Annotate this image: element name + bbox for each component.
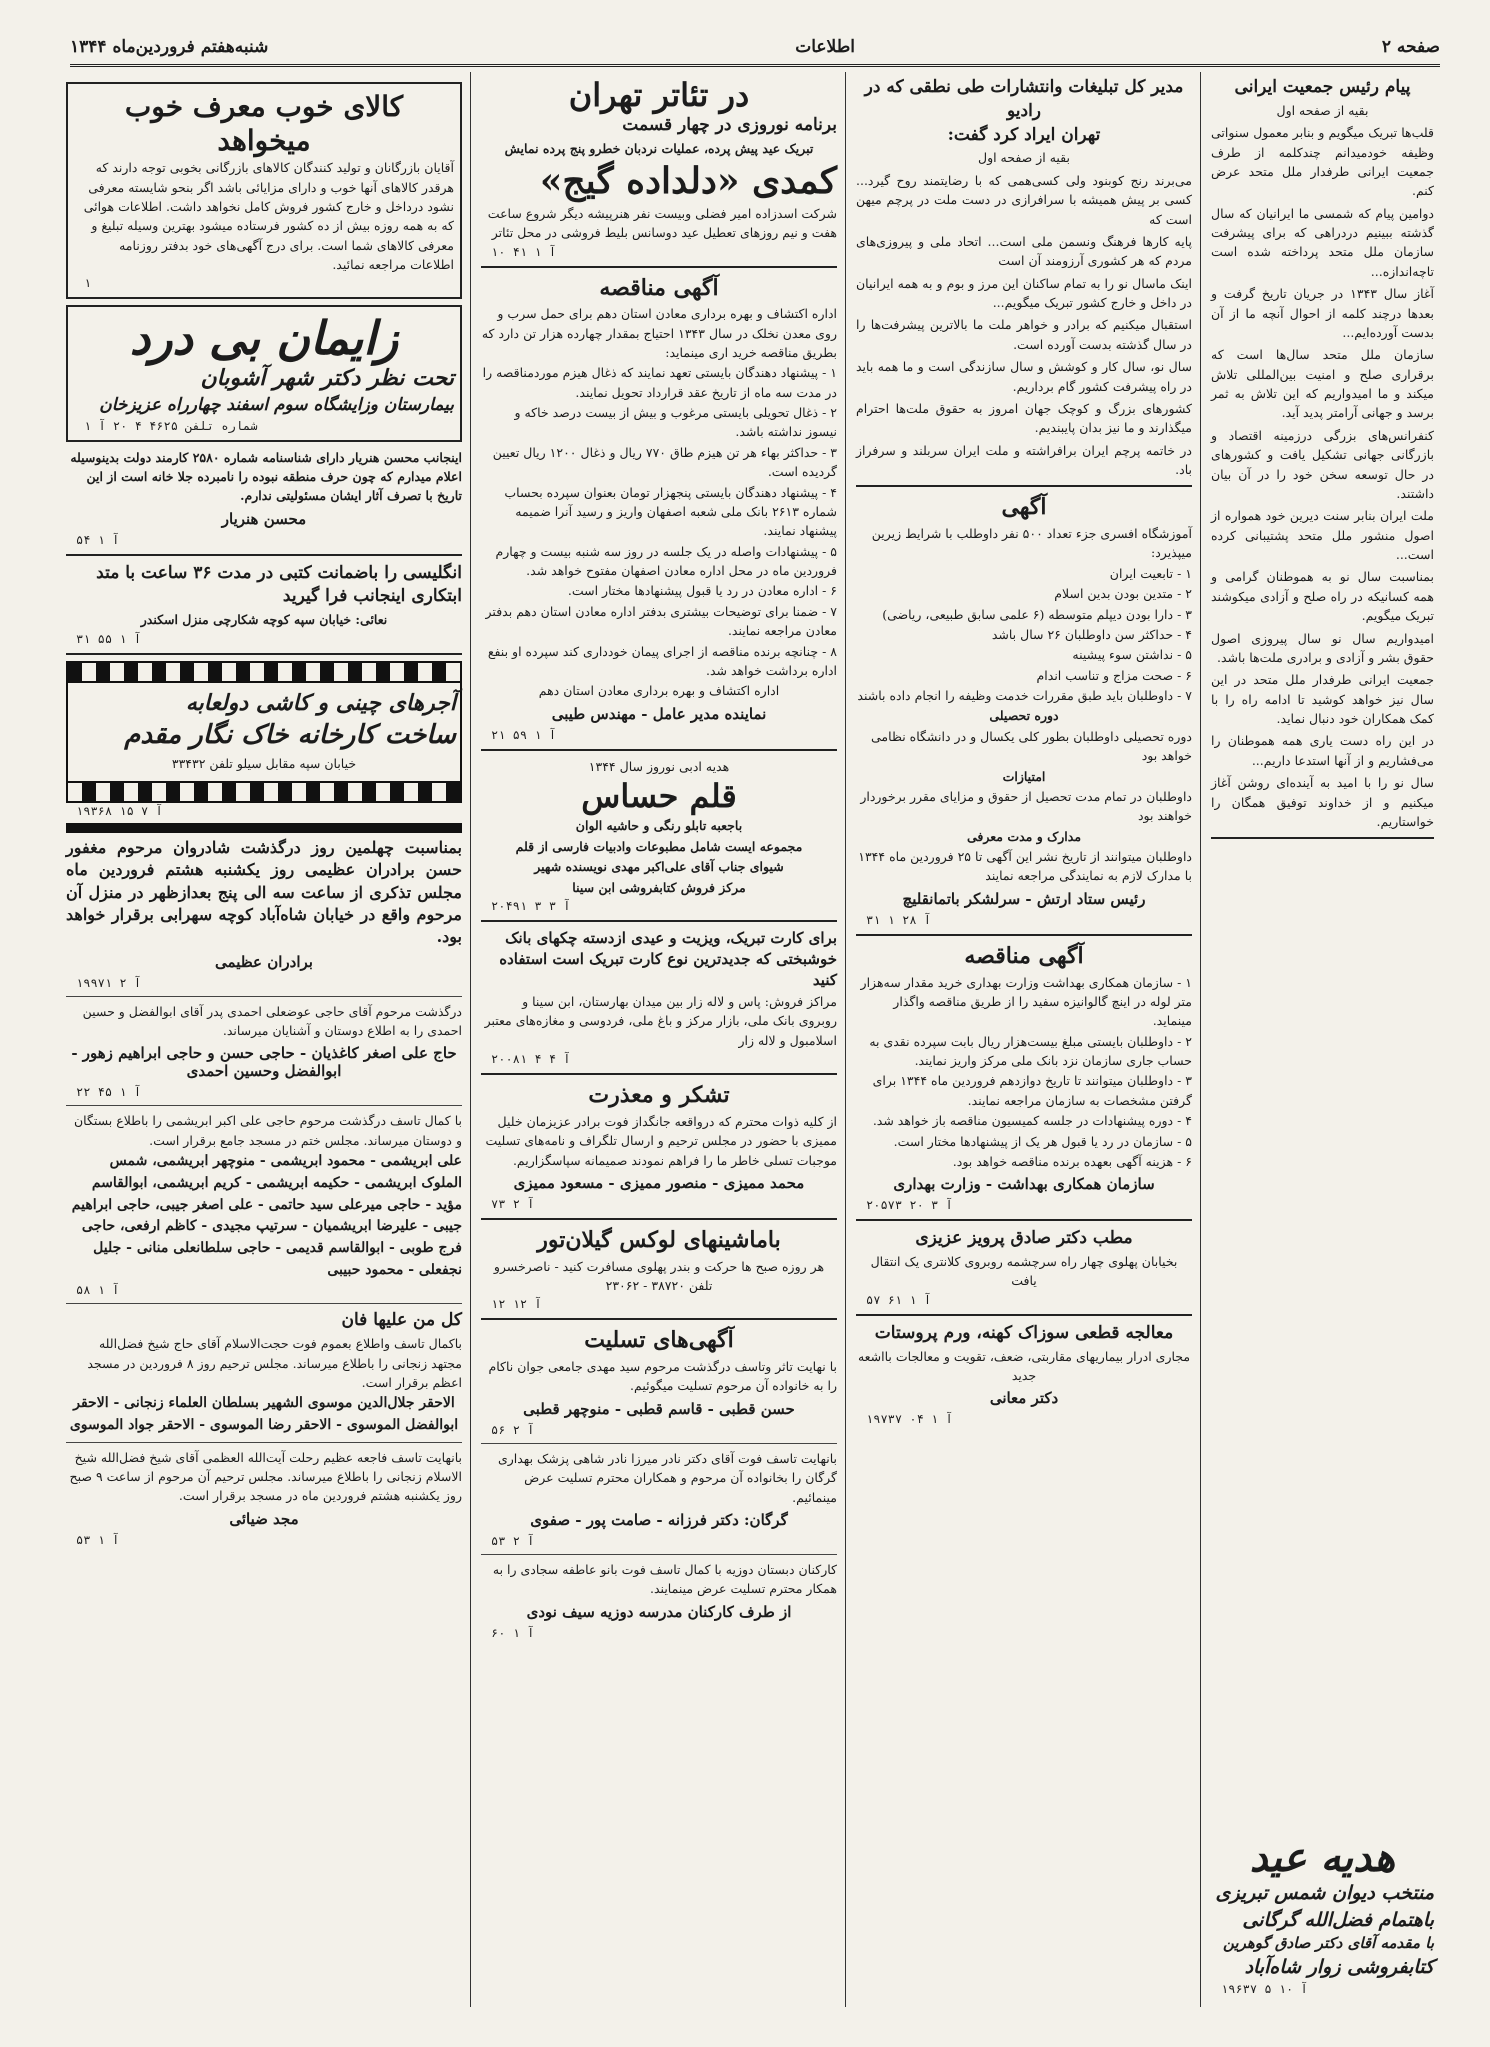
ad-code: ۱۲ آ ۱۲ [491,1297,542,1312]
divider [66,1303,462,1304]
ad-code: ۷۳ آ ۲ [491,1196,535,1211]
ad-code: ۱۹۷۳۷ آ ۱ ۰۴ [866,1412,953,1427]
article-paragraph: پایه کارها فرهنگ ونسمن ملی است... اتحاد ملی و پیروزی‌های مردم که هر کشوری آرزومند آن است [856,233,1192,269]
ad-title: قلم حساس [581,777,737,816]
divider [481,1218,837,1220]
divider [481,749,837,751]
ad-title: باماشینهای لوکس گیلان‌تور [537,1226,781,1253]
ad-line: نعائی: خیابان سپه کوچه شکارچی منزل اسکندر [140,612,388,628]
article-paragraph: امیدواریم سال نو سال پیروزی اصول حقوق بشر و آزادی و برادری ملت‌ها باشد. [1211,630,1434,665]
ad-line: خیابان سپه مقابل سیلو تلفن ۳۳۴۳۲ [171,756,357,772]
checker-border [66,661,462,683]
article-paragraph: ملت ایران بنابر سنت دیرین خود همواره از اصول منشور ملل متحد پشتیبانی کرده است... [1211,508,1434,563]
ad-pretitle: هدیه ادبی نوروز سال ۱۳۴۴ [588,758,730,774]
ad-line: ۶ - هزینه آگهی بعهده برنده مناقصه خواهد بود. [952,1153,1192,1169]
divider [856,934,1192,936]
article-title-line2: تهران ایراد کرد گفت: [947,124,1101,145]
ad-line: باهتمام فضل‌الله گرگانی [1242,1908,1434,1931]
ad-code: ۱۰ ۴۱ آ ۱ [491,244,557,259]
ad-line: مجموعه ایست شامل مطبوعات وادبیات فارسی از قلم [515,838,803,854]
ad-line: ۵ - نداشتن سوء پیشینه [1072,647,1192,663]
ad-title: زایمان بی درد [129,311,399,366]
divider [856,1314,1192,1316]
ad-code: شماره تلفن ۴۶۲۵ ۴ ۲۰ آ ۱ [84,418,258,433]
article-paragraph: سال نو را با امید به آینده‌ای روشن آغاز میکنیم و از خداوند توفیق همگان را خواستاریم. [1211,775,1434,829]
death-notice-text: باکمال تاسف واطلاع بعموم فوت حجت‌الاسلام آقای حاج شیخ فضل‌الله مجتهد زنجانی را باطلاع میرساند. مجلس ترحیم روز ۸ فروردین در مسجد اعظم برقرار است. [87,1336,462,1390]
divider [481,266,837,268]
divider [481,1318,837,1320]
ad-code: ۱۹۳۶۸ آ ۷ ۱۵ [76,803,163,818]
column-president-message [1205,72,1440,2007]
death-notice-text: بانهایت تاسف فاجعه عظیم رحلت آیت‌الله العظمی آقای شیخ فضل‌الله شیخ الاسلام زنجانی را باطلاع میرساند. مجلس ترحیم آن مرحوم از ساعت ۹ صبح روز یکشنبه هشتم فروردین ماه در مسجد برقرار است. [69,1449,462,1504]
ad-code: ۳۱ ۱ آ ۲۸ [866,912,932,927]
ad-line: داوطلبان در تمام مدت تحصیل از حقوق و مزایای مقرر برخوردار خواهند بود [860,788,1192,824]
ad-line: مجاری ادرار بیماریهای مقاربتی، ضعف، تقویت و معالجات بااشعه جدید [857,1348,1191,1383]
divider [481,1554,837,1555]
ad-title: هدیه عید [1249,1834,1396,1882]
column-rule [845,72,846,2007]
ad-code: ۶۰ آ ۱ [491,1625,535,1640]
article-paragraph: کشورهای بزرگ و کوچک جهان امروز به حقوق ملت‌ها احترام میگذارند و ما نیز بدان پایبندیم. [856,400,1192,436]
masthead [70,30,1440,67]
divider [1211,837,1434,839]
ad-line: ۷ - ضمنا برای توضیحات بیشتری بدفتر اداره معادن استان دهم بدفتر معادن مراجعه نمایند. [485,603,837,639]
ad-line: ۱ - تابعیت ایران [1109,565,1192,581]
ad-subtitle: ساخت کارخانه خاک نگار مقدم [124,720,456,751]
ad-title: در تئاتر تهران [568,76,750,114]
ad-signature: سازمان همکاری بهداشت - وزارت بهداری [893,1175,1155,1194]
ad-subheading: مدارک و مدت معرفی [966,828,1082,844]
ad-code: ۵۸ آ ۱ [76,1283,120,1298]
ad-line: ۱ - سازمان همکاری بهداشت وزارت بهداری خرید مقدار سه‌هزار متر لوله در اینچ گالوانیزه سفید را از طریق مناقصه واگذار مینماید. [860,974,1192,1029]
article-title: پیام رئیس جمعیت ایرانی [1234,77,1411,97]
ad-line: با نهایت تاثر وتاسف درگذشت مرحوم سید مهدی جامعی جوان ناکام را به خانواده آن مرحوم تسلیت میگوئیم. [488,1359,837,1394]
ad-subheading: امتیازات [1002,768,1046,784]
ad-line: با مقدمه آقای دکتر صادق گوهرین [1223,1934,1434,1953]
ad-line: ۳ - داوطلبان میتوانند تا تاریخ دوازدهم فروردین ماه ۱۳۴۴ برای گرفتن مشخصات به سازمان مراجعه نمایند. [872,1073,1192,1108]
divider [481,1443,837,1444]
ad-code: ۱۹۶۳۷ آ ۱۰ ۵ [1221,1982,1308,1996]
checker-border [66,781,462,803]
ad-line: هر روزه صبح ها حرکت و بندر پهلوی مسافرت کنید - ناصرخسرو تلفن ۳۸۷۲۰ - ۲۳۰۶۲ [493,1258,825,1293]
ad-subtitle: تحت نظر دکتر شهر آشوبان [200,365,454,392]
article-title: مدیر کل تبلیغات وانتشارات طی نطقی که در رادیو [864,77,1184,121]
ad-box [66,305,462,441]
ad-subtitle: خوشبختی که جدیدترین نوع کارت تبریک است استفاده کنید [499,949,837,989]
continued-note: بقیه از صفحه اول [977,150,1070,166]
ad-line: آقایان بازرگانان و تولید کنندگان کالاهای بازرگانی بخوبی توجه دارند که هرقدر کالاهای آنها خوب و دارای مزایائی باشد اگر بنحو شایسته معرفی نشود درداخل و خارج کشور فروش کامل نخواهد داشت. اطلاعات هوائی که به همه روزه بیش از ده کشور فرستاده میشود بهترین وسیله تبلیغ و معرفی کالاهای شما است. برای درج آگهی‌های خود بدفتر روزنامه اطلاعات مراجعه نمائید. [83,160,454,273]
show-title: کمدی «دلداده گیج» [539,159,837,202]
column-rule [470,72,471,2007]
column-rule [1200,72,1201,2007]
ad-code: ۱ [84,276,92,291]
ad-code: ۵۴ آ ۱ [76,532,120,547]
ad-signature: محمد ممیزی - منصور ممیزی - مسعود ممیزی [513,1173,805,1192]
ad-line: ۱ - پیشنهاد دهندگان بایستی تعهد نمایند که ذغال هیزم موردمناقصه را در مدت سه ماه از تاریخ عقد قرارداد تحویل نمایند. [482,365,837,400]
ad-title: کالای خوب معرف خوب میخواهد [124,90,404,157]
ad-line: کارکنان دبستان دوزیه با کمال تاسف فوت بانو عاطفه سجادی را به همکار محترم تسلیت عرض مینمایند. [492,1561,837,1597]
ad-line: تبریک عید پیش پرده، عملیات نردبان خطرو پنج پرده نمایش [504,141,814,157]
ad-title: آگهی مناقصه [599,274,719,301]
ad-title: معالجه قطعی سوزاک کهنه، ورم پروستات [874,1322,1174,1343]
death-notice-text: درگذشت مرحوم آقای حاجی عوضعلی احمدی پدر آقای ابوالفضل و حسین احمدی را به اطلاع دوستان و آشنایان میرساند. [82,1003,462,1039]
ad-subtitle: برنامه نوروزی در چهار قسمت [622,115,837,136]
ad-signature: از طرف کارکنان مدرسه دوزیه سیف نودی [526,1602,792,1621]
death-notice-signature: الاحقر جلال‌الدین موسوی الشهیر بسلطان العلماء زنجانی - الاحقر ابوالفضل الموسوی - الاحقر رضا الموسوی - الاحقر جواد الموسوی [69,1395,459,1433]
ad-line: بانهایت تاسف فوت آقای دکتر نادر میرزا نادر شاهی پزشک بهداری گرگان را بخانواده آن مرحوم و همکاران محترم تسلیت عرض مینمائیم. [497,1450,837,1505]
ad-line: ۳ - حداکثر بهاء هر تن هیزم طاق ۷۷۰ ریال و ذغال ۱۲۰۰ ریال تعیین گردیده است. [492,444,837,480]
ad-line: ۶ - اداره معادن در رد یا قبول پیشنهادها مختار است. [567,583,837,599]
ad-line: ۷ - داوطلبان باید طبق مقررات خدمت وظیفه را انجام داده باشند [857,688,1192,704]
article-paragraph: سال نو، سال کار و کوشش و سال سازندگی است و ما همه باید در راه پیشرفت کشور گام برداریم. [856,359,1192,394]
ad-title: آگهی مناقصه [964,942,1084,969]
ad-title: آجرهای چینی و کاشی دولعابه [185,689,456,716]
column-ads-middle [475,72,843,2007]
ad-code: ۵۳ آ ۲ [491,1533,535,1548]
ad-line: دوره تحصیلی داوطلبان بطور کلی یکسال و در دانشگاه نظامی خواهد بود [871,728,1192,764]
divider [66,653,462,655]
article-paragraph: سازمان ملل متحد سال‌ها است که برقراری صلح و امنیت بین‌المللی تلاش میکند و ما امیدواریم که این تلاش به ثمر برسد و جهانی آرامتر پدید آید. [1211,347,1434,421]
article-paragraph: آغاز سال ۱۳۴۳ در جریان تاریخ گرفت و بعدها درچند کلمه از احوال آنچه ما از آن بدست آورده‌ایم... [1211,286,1434,340]
ad-line: ۴ - دوره پیشنهادات در جلسه کمیسیون مناقصه باز خواهد شد. [872,1113,1192,1129]
ad-line: باجعبه تابلو رنگی و حاشیه الوان [575,818,743,834]
issue-date: شنبه‌هفتم فروردین‌ماه ۱۳۴۴ [70,37,269,57]
divider [66,1105,462,1106]
ad-line: مرکز فروش کتابفروشی ابن سینا [572,879,746,895]
ad-line: آموزشگاه افسری جزء تعداد ۵۰۰ نفر داوطلب با شرایط زیرین میپذیرد: [871,526,1192,561]
divider [66,554,462,556]
article-paragraph: جمعیت ایرانی طرفدار ملل متحد در این سال نیز خواهد کوشید تا ادامه راه را با کمک همکاران خود دنبال نماید. [1211,672,1434,727]
ad-signature: رئیس ستاد ارتش - سرلشکر باتمانقلیچ [902,889,1146,908]
page-number: صفحه ۲ [1381,37,1440,57]
article-paragraph: کنفرانس‌های بزرگی درزمینه اقتصاد و بازرگانی جهانی تشکیل یافت و کشورهای در حال توسعه سخن خود را در آن بیان داشتند. [1211,427,1434,501]
divider [481,920,837,922]
ad-title: مطب دکتر صادق پرویز عزیزی [915,1228,1133,1249]
death-notice-signature: مجد ضیائی [229,1509,299,1528]
continued-note: بقیه از صفحه اول [1276,102,1369,118]
death-notice-signature: علی ابریشمی - محمود ابریشمی - منوچهر ابریشمی، شمس الملوک ابریشمی - حکیمه ابریشمی - کریم ابریشمی، ابوالقاسم مؤید - حاجی میرعلی سید حاتمی - علی اصغر جیبی، حاجی ابراهیم جیبی - علیرضا ابریشمیان - سرتیپ مجیدی - کاظم ارفعی، حاجی فرج طوبی - ابوالقاسم قدیمی - حاجی سلطانعلی منانی - جلیل نجفعلی - محمود حبیبی [71,1153,462,1278]
ad-line: ۴ - پیشنهاد دهندگان بایستی پنجهزار تومان بعنوان سپرده بحساب شماره ۲۶۱۳ بانک ملی شعبه اصفهان واریز و رسید آنرا ضمیمه پیشنهاد نمایند. [504,484,837,539]
ad-code: ۵۶ آ ۲ [491,1422,535,1437]
article-paragraph: در خاتمه پرچم ایران برافراشته و ملت ایران سربلند و سرفراز باد. [856,442,1192,478]
ad-line: ۲ - متدین بودن بدین اسلام [1054,586,1192,602]
ad-line: اداره اکتشاف و بهره برداری معادن استان دهم برای حمل سرب و روی معدن نخلک در سال ۱۳۴۳ احتیاج بمقدار چهارده هزار تن دارد که بطریق مناقصه خرید اری مینماید: [481,306,837,360]
ad-signature: نماینده مدیر عامل - مهندس طیبی [551,704,767,723]
article-paragraph: قلب‌ها تبریک میگویم و بنابر معمول سنواتی وظیفه خودمیدانم چندکلمه از طرف جمعیت ایرانی طرفدار ملل متحد عرض کنم. [1211,125,1434,199]
notice-signature: محسن هنریار [221,509,307,528]
death-notice-signature: حاج علی اصغر کاغذیان - حاجی حسن و حاجی ابراهیم زهور - ابوالفضل وحسین احمدی [71,1044,457,1081]
column-radio-speech [850,72,1198,2007]
ad-line: ۴ - حداکثر سن داوطلبان ۲۶ سال باشد [991,626,1192,642]
ad-code: ۲۰۵۷۳ آ ۳ ۲۰ [866,1198,953,1213]
ad-signature: گرگان: دکتر فرزانه - صامت پور - صفوی [530,1510,788,1529]
article-paragraph: استقبال میکنیم که برادر و خواهر ملت ما بالاترین پیشرفت‌ها را در سال گذشته بدست آورده است. [856,317,1192,352]
ad-signature: حسن قطبی - قاسم قطبی - منوچهر قطبی [523,1399,795,1418]
ad-line: کتابفروشی زوار شاه‌آباد [1244,1956,1434,1979]
ad-line: ۸ - چنانچه برنده مناقصه از اجرای پیمان خودداری کند سپرده او بنفع اداره برداشت خواهد شد. [487,643,837,678]
ad-code: ۱۹۹۷۱ آ ۲ [76,975,142,990]
ad-code: ۲۲ ۴۵ آ ۱ [76,1085,142,1100]
ad-line: بیمارستان وزایشگاه سوم اسفند چهارراه عزیزخان [99,394,454,415]
ad-line: ۵ - پیشنهادات واصله در یک جلسه در روز سه شنبه بیست و چهارم فروردین ماه در محل اداره معادن اصفهان مفتوح خواهد شد. [495,543,837,579]
memorial-signature: برادران عظیمی [215,952,313,971]
article-paragraph: دوامین پیام که شمسی ما ایرانیان که سال گذشته ببینیم دردراهی که برای پیشرفت سازمان ملل متحد پرداخته شده است تاچه‌اندازه... [1211,205,1434,279]
ad-code: ۵۷ آ ۱ ۶۱ [866,1292,932,1307]
ad-line: از کلیه ذوات محترم که درواقعه جانگداز فوت برادر عزیزمان خلیل ممیزی با حضور در مجلس ترحیم و ارسال تلگراف و نامه‌های تسلیت موجبات تسلی خاطر ما را فراهم نمودند صمیمانه سپاسگزاریم. [485,1113,837,1168]
ad-title: تشکر و معذرت [588,1082,730,1109]
ad-code: ۲۰۰۸۱ آ ۴ ۴ [491,1052,571,1067]
divider [856,1219,1192,1221]
memorial-text: بمناسبت چهلمین روز درگذشت شادروان مرحوم مغفور حسن برادران عظیمی روز یکشنبه هشتم فروردین ماه مجلس تذکری از ساعت سه الی پنج بعدازظهر در منزل آن مرحوم واقع در خیابان شاه‌آباد کوچه سهرابی برقرار خواهد بود. [66,837,462,947]
black-band [66,823,462,833]
ad-line: داوطلبان میتوانند از تاریخ نشر این آگهی تا ۲۵ فروردین ماه ۱۳۴۴ با مدارک لازم به نمایندگی مراجعه نمایند [858,849,1192,884]
ad-line: ۵ - سازمان در رد یا قبول هر یک از پیشنهادها مختار است. [893,1133,1192,1149]
ad-code: ۲۱ ۵۹ آ ۱ [491,727,557,742]
ad-line: بخیابان پهلوی چهار راه سرچشمه روبروی کلانتری یک انتقال یافت [870,1254,1178,1289]
ad-box [66,683,462,781]
divider [66,1442,462,1443]
paper-name: اطلاعات [795,37,855,57]
notice-text: اینجانب محسن هنریار دارای شناسنامه شماره ۲۵۸۰ کارمند دولت بدینوسیله اعلام میدارم که چون حرف منطقه نبوده را نامبرده جلا خانه است از این تاریخ با تصرف آثار ایشان مسئولیتی ندارم. [70,449,462,504]
ad-line: ۲ - ذغال تحویلی بایستی مرغوب و بیش از بیست درصد خاکه و نیسوز نداشته باشد. [514,405,837,440]
column-ads-left [60,72,468,2007]
ad-signature: دکتر معانی [989,1389,1059,1408]
divider [481,1073,837,1075]
ad-title: آگهی [1001,494,1047,521]
ad-code: ۳۱ ۵۵ آ ۱ [76,631,142,646]
ad-line: ۶ - صحت مزاج و تناسب اندام [1036,667,1192,683]
article-paragraph: بمناسبت سال نو به هموطنان گرامی و همه کسانیکه در راه صلح و آزادی میکوشند تبریک میگویم. [1211,569,1434,624]
death-notice-text: با کمال تاسف درگذشت مرحوم حاجی علی اکبر ابریشمی را باطلاع بستگان و دوستان میرساند. مجلس ختم در مسجد جامع برقرار است. [73,1113,462,1148]
ad-line: شرکت اسدزاده امیر فضلی وبیست نفر هنرپیشه دیگر شروع ساعت هفت و نیم روزهای تعطیل عید دوسانس بلیط فروشی در محل تئاتر [487,205,837,241]
divider [66,996,462,997]
ad-subheading: دوره تحصیلی [989,708,1059,724]
ad-code: ۲۰۴۹۱ آ ۳ ۳ [491,898,571,913]
ad-line: شیوای جناب آقای علی‌اکبر مهدی نویسنده شهیر [534,859,784,875]
divider [856,485,1192,487]
death-notice-title: کل من علیها فان [341,1310,462,1331]
ad-line: ۲ - داوطلبان بایستی مبلغ بیست‌هزار ریال بابت سپرده نقدی به حساب جاری سازمان نزد بانک ملی مرکز واریز نمایند. [869,1033,1192,1069]
article-paragraph: اینک ماسال نو را به تمام ساکنان این مرز و بوم و به همه ایرانیان در داخل و خارج کشور تبریک میگویم... [856,275,1192,311]
ad-title: انگلیسی را باضمانت کتبی در مدت ۳۶ ساعت با متد ابتکاری اینجانب فرا گیرید [96,562,462,607]
ad-line: مراکز فروش: پاس و لاله زار بین میدان بهارستان، ابن سینا و روبروی بانک ملی، بازار مرکز و باغ ملی، فردوسی و مغازه‌های معتبر اسلامبول و لاله زار [484,993,837,1048]
ad-line: ۳ - دارا بودن دیپلم متوسطه (۶ علمی سابق طبیعی، ریاضی) [882,606,1192,622]
article-paragraph: در این راه دست یاری همه هموطنان را می‌فشاریم و از آنها استدعا داریم... [1211,733,1434,768]
ad-code: ۵۳ آ ۱ [76,1532,120,1547]
ad-eid-gift [1211,1836,1434,1997]
ad-title: برای کارت تبریک، ویزیت و عیدی ازدسته چکهای بانک [505,928,837,947]
ad-box [66,82,462,299]
ad-signature: اداره اکتشاف و بهره برداری معادن استان دهم [538,683,780,699]
section-title: آگهی‌های تسلیت [584,1327,734,1354]
ad-line: منتخب دیوان شمس تبریزی [1215,1882,1434,1905]
article-paragraph: می‌برند رنج کوبنود ولی کسی‌همی که با رضایتمند روح گیرد... کسی بر پیش همیشه با سرافرازی در دست ملت در پرچم میهن است که [856,172,1192,227]
